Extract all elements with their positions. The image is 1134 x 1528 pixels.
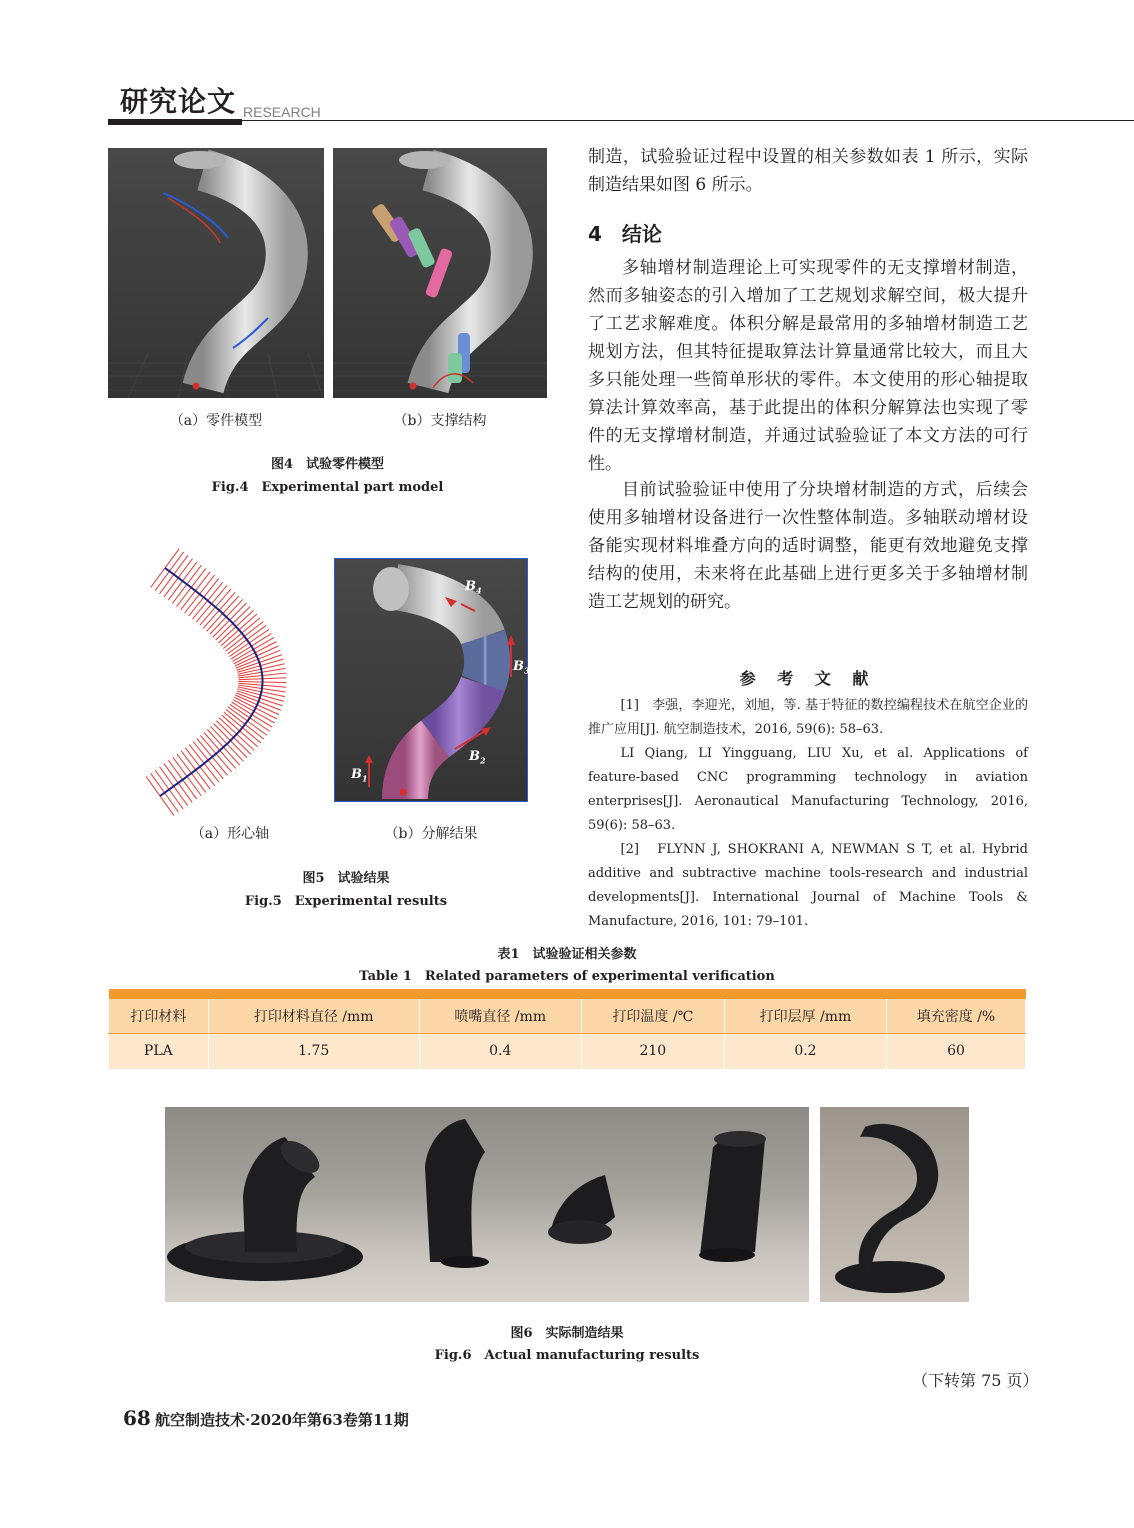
references-list (588, 694, 1028, 934)
section-title: 研究论文 (120, 85, 237, 118)
table-header-cell: 打印温度 /℃ (581, 999, 724, 1033)
fig6-caption-cn: 图6 实际制造结果 (510, 1326, 624, 1341)
table-header-cell: 填充密度 /% (887, 999, 1026, 1033)
table-header-cell: 喷嘴直径 /mm (419, 999, 581, 1033)
conclusion-heading: 4 结论 (588, 222, 662, 246)
fig4-caption-cn: 图4 试验零件模型 (270, 457, 385, 472)
table-cell: 60 (887, 1033, 1026, 1069)
continued-note: （下转第 75 页） (912, 1371, 1039, 1390)
table-cell: 0.2 (724, 1033, 886, 1069)
block-label-b2: $B_2$ (469, 749, 486, 766)
block-label-b1: $B_1$ (351, 767, 368, 784)
table-header-cell: 打印材料 (109, 999, 209, 1033)
reference-1-en: LI Qiang, LI Yingguang, LIU Xu, et al. Applications of feature-based CNC programming technology in aviation enterprises[J]. Aeronautical Manufacturing Technology, 2016, 59(6): 58–63. (588, 746, 1028, 833)
table-row (109, 1033, 1026, 1069)
table-cell: 210 (581, 1033, 724, 1069)
table-header-row (109, 999, 1026, 1033)
parameters-table (108, 989, 1026, 1069)
header-rule-thick (108, 119, 242, 125)
reference-1-cn: [1] 李强，李迎光，刘旭，等. 基于特征的数控编程技术在航空企业的推广应用[J]. 航空制造技术，2016, 59(6): 58–63. (588, 698, 1028, 737)
table-cell: PLA (109, 1033, 209, 1069)
fig6-printed-parts-photo (165, 1107, 809, 1302)
fig5b-decomposition-image (334, 558, 528, 802)
block-label-b3: $B_3$ (513, 659, 530, 676)
fig5-caption-cn: 图5 试验结果 (302, 871, 390, 886)
intro-paragraph: 制造，试验验证过程中设置的相关参数如表 1 所示，实际制造结果如图 6 所示。 (588, 147, 1028, 195)
header-rule-thin (242, 120, 1134, 121)
fig4a-part-model-image (108, 148, 324, 398)
table1-caption-en: Table 1 Related parameters of experimental verification (359, 969, 775, 984)
fig4-caption-en: Fig.4 Experimental part model (211, 480, 444, 495)
conclusion-paragraph-1: 多轴增材制造理论上可实现零件的无支撑增材制造，然而多轴姿态的引入增加了工艺规划求解空间，极大提升了工艺求解难度。体积分解是最常用的多轴增材制造工艺规划方法，但其特征提取算法计算量通常比较大，而且大多只能处理一些简单形状的零件。本文使用的形心轴提取算法计算效率高，基于此提出的体积分解算法也实现了零件的无支撑增材制造，并通过试验验证了本文方法的可行性。 (588, 258, 1028, 474)
page-number: 68 (123, 1406, 151, 1430)
fig5a-label: （a）形心轴 (190, 826, 270, 842)
references-heading: 参 考 文 献 (739, 669, 877, 688)
conclusion-paragraph-2: 目前试验验证中使用了分块增材制造的方式，后续会使用多轴增材设备进行一次性整体制造。多轴联动增材设备能实现材料堆叠方向的适时调整，能更有效地避免支撑结构的使用，未来将在此基础上进行更多关于多轴增材制造工艺规划的研究。 (588, 480, 1028, 612)
fig6-assembled-part-photo (820, 1107, 969, 1302)
fig5-caption-en: Fig.5 Experimental results (244, 894, 448, 909)
table-header-cell: 打印层厚 /mm (724, 999, 886, 1033)
journal-info: 航空制造技术·2020年第63卷第11期 (155, 1411, 409, 1429)
table-header-cell: 打印材料直径 /mm (208, 999, 419, 1033)
fig4b-label: （b）支撑结构 (393, 413, 487, 429)
fig5a-centroid-axis-image (145, 558, 325, 808)
table-accent-bar (109, 989, 1026, 999)
fig5b-label: （b）分解结果 (384, 826, 478, 842)
table-cell: 0.4 (419, 1033, 581, 1069)
fig4a-label: （a）零件模型 (169, 413, 263, 429)
block-label-b4: $B_4$ (465, 579, 482, 596)
table-cell: 1.75 (208, 1033, 419, 1069)
reference-2: [2] FLYNN J, SHOKRANI A, NEWMAN S T, et al. Hybrid additive and subtractive machine tools-research and industrial developments[J]. International Journal of Machine Tools & Manufacture, 2016, 101: 79–101. (588, 842, 1028, 929)
section-subtitle: RESEARCH (243, 104, 321, 120)
fig4b-support-structure-image (333, 148, 547, 398)
table1-caption-cn: 表1 试验验证相关参数 (497, 947, 637, 962)
fig6-caption-en: Fig.6 Actual manufacturing results (434, 1348, 700, 1363)
